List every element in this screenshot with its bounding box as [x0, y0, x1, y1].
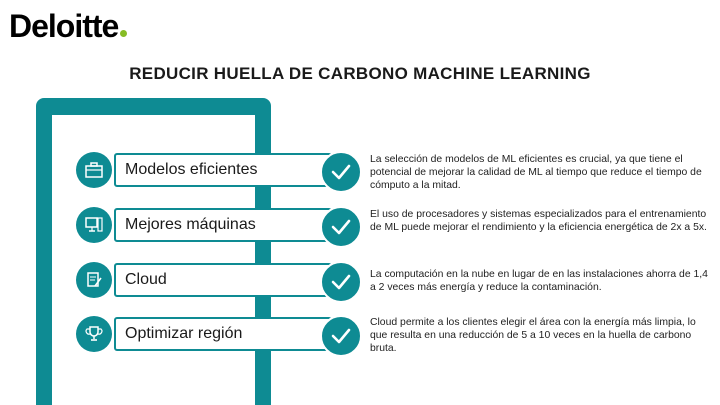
- item-description: La selección de modelos de ML eficientes es crucial, ya que tiene el potencial de mejorar la calidad de ML al tiempo que reduce el tiempo de cómputo a la mitad.: [370, 154, 702, 191]
- computer-icon: [76, 207, 112, 243]
- page-title: REDUCIR HUELLA DE CARBONO MACHINE LEARNING: [129, 64, 591, 83]
- list-item: [76, 206, 356, 246]
- briefcase-icon: [76, 152, 112, 188]
- item-label: Mejores máquinas: [114, 208, 332, 242]
- check-icon: [320, 206, 362, 248]
- item-description: El uso de procesadores y sistemas especializados para el entrenamiento de ML puede mejorar el rendimiento y la eficiencia energética de 2x a 5x.: [370, 209, 707, 233]
- logo-dot: [120, 30, 127, 37]
- item-label: Modelos eficientes: [114, 153, 332, 187]
- item-label: Optimizar región: [114, 317, 332, 351]
- item-description: La computación en la nube en lugar de en las instalaciones ahorra de 1,4 a 2 veces más energía y reduce la contaminación.: [370, 269, 708, 293]
- list-item: [76, 151, 356, 191]
- list-item: [76, 315, 356, 355]
- deloitte-logo: [9, 4, 127, 48]
- check-icon: [320, 151, 362, 193]
- check-icon: [320, 315, 362, 357]
- list-item: [76, 261, 356, 301]
- item-description: Cloud permite a los clientes elegir el área con la energía más limpia, lo que resulta en una reducción de 5 a 10 veces en la huella de carbono bruta.: [370, 317, 696, 354]
- logo-text: Deloitte: [9, 8, 119, 44]
- clipboard-frame: [36, 98, 271, 405]
- trophy-icon: [76, 316, 112, 352]
- document-edit-icon: [76, 262, 112, 298]
- item-label: Cloud: [114, 263, 332, 297]
- check-icon: [320, 261, 362, 303]
